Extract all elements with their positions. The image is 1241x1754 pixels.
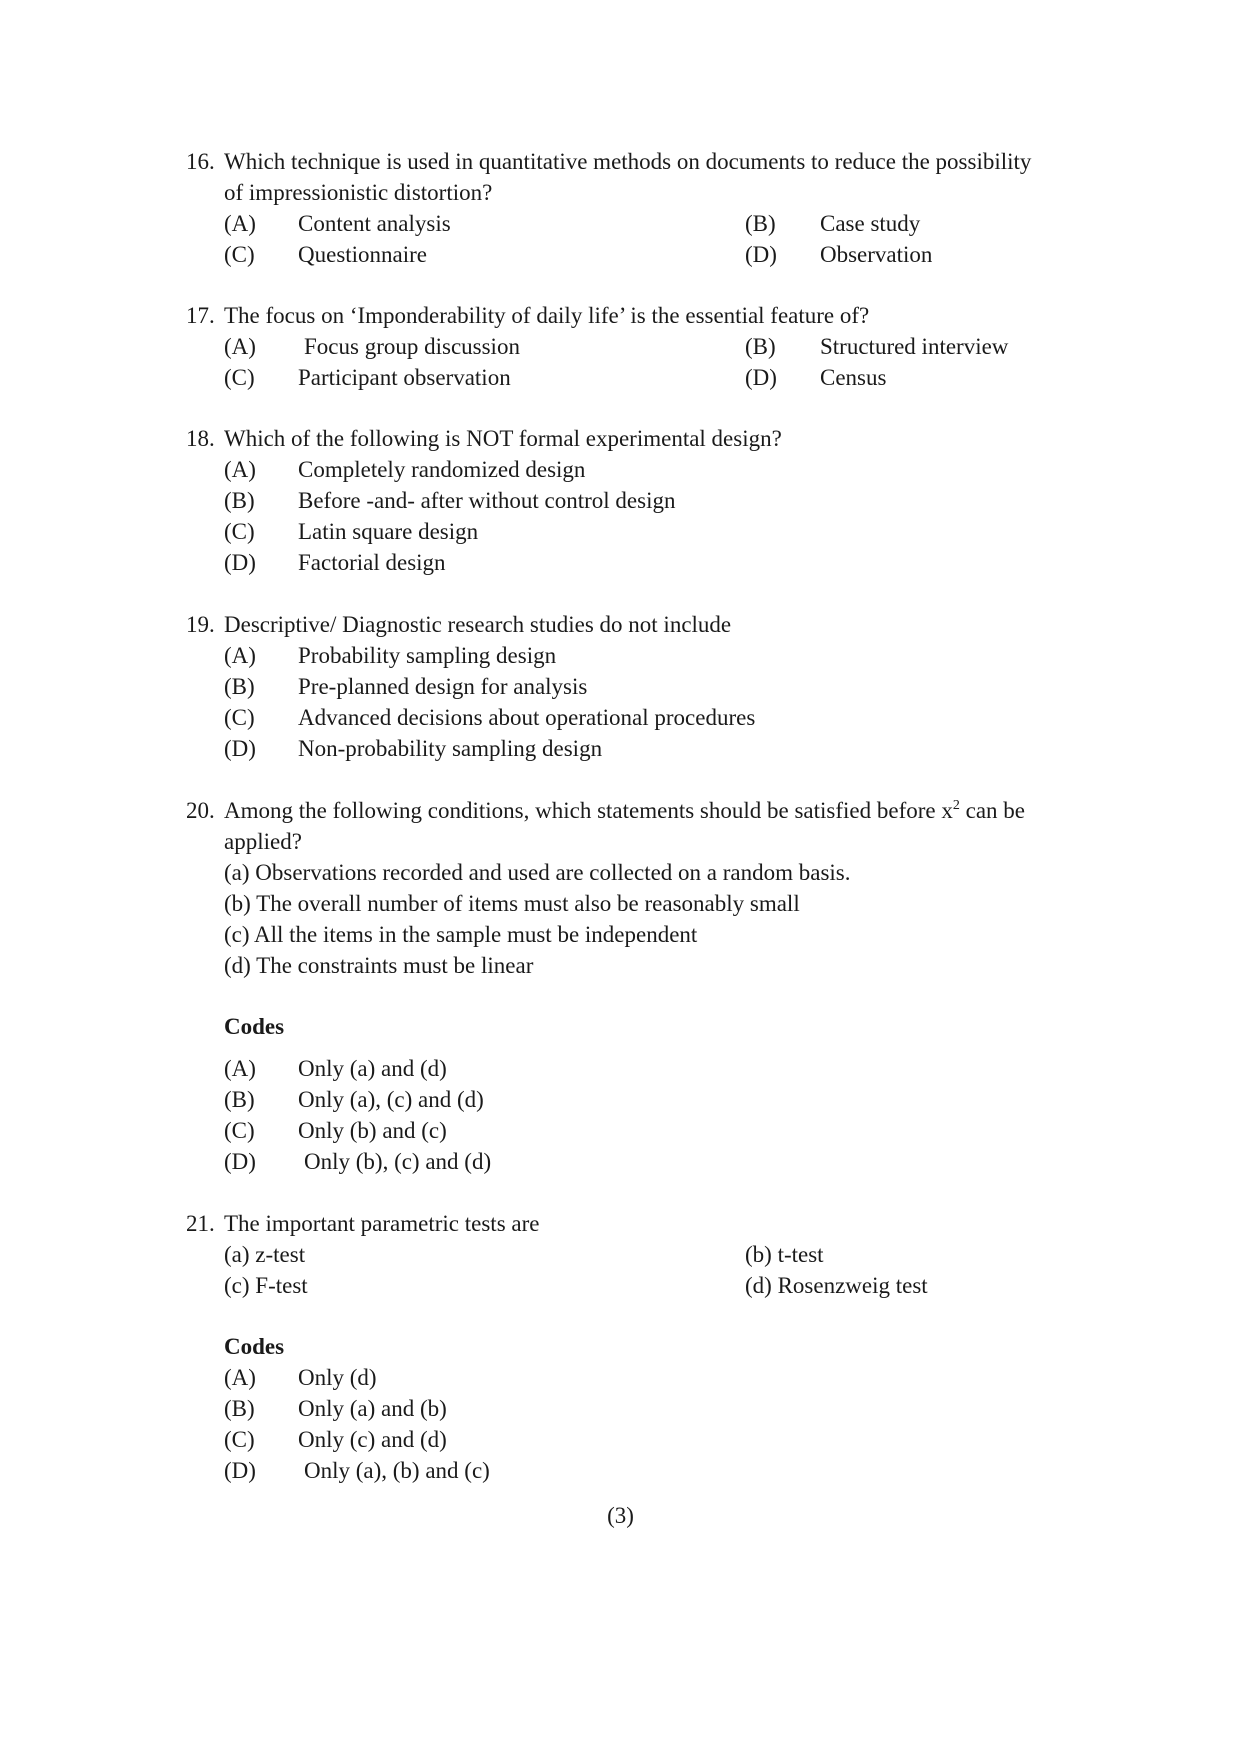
option-label: (A) [224, 211, 256, 236]
question-number: 19. [186, 612, 215, 637]
option-label: (B) [745, 334, 776, 359]
statement: (b) t-test [745, 1242, 824, 1267]
statement: (c) F-test [224, 1273, 308, 1298]
option-text: Questionnaire [298, 242, 428, 267]
option-text: Content analysis [298, 211, 451, 236]
option-text: Only (a), (b) and (c) [304, 1458, 490, 1483]
option-label: (C) [224, 705, 255, 730]
option-text: Structured interview [820, 334, 1009, 359]
option-label: (D) [745, 242, 777, 267]
option-text: Probability sampling design [298, 643, 557, 668]
option-text: Focus group discussion [304, 334, 520, 359]
option-text: Only (a), (c) and (d) [298, 1087, 484, 1112]
option-text: Census [820, 365, 887, 390]
option-label: (D) [224, 736, 256, 761]
option-label: (B) [224, 1087, 255, 1112]
option-text: Only (b), (c) and (d) [304, 1149, 492, 1174]
option-text: Participant observation [298, 365, 511, 390]
codes-heading: Codes [224, 1014, 285, 1039]
question-text: of impressionistic distortion? [224, 180, 493, 205]
option-text: Latin square design [298, 519, 479, 544]
statement: (a) Observations recorded and used are collected on a random basis. [224, 860, 851, 885]
option-text: Only (b) and (c) [298, 1118, 447, 1143]
option-label: (D) [224, 550, 256, 575]
superscript-exponent: 2 [952, 798, 960, 813]
option-label: (A) [224, 1056, 256, 1081]
option-label: (C) [224, 1427, 255, 1452]
option-text: Non-probability sampling design [298, 736, 603, 761]
option-label: (D) [745, 365, 777, 390]
option-label: (C) [224, 365, 255, 390]
option-label: (B) [224, 1396, 255, 1421]
question-number: 17. [186, 303, 215, 328]
option-text: Observation [820, 242, 933, 267]
option-text: Case study [820, 211, 921, 236]
question-text [224, 797, 1025, 825]
question-text: The focus on ‘Imponderability of daily life’ is the essential feature of? [224, 303, 870, 328]
option-label: (D) [224, 1149, 256, 1174]
option-label: (C) [224, 242, 255, 267]
option-text: Only (d) [298, 1365, 377, 1390]
question-number: 20. [186, 798, 215, 823]
option-label: (A) [224, 334, 256, 359]
question-text-part: can be [959, 798, 1025, 823]
question-text: applied? [224, 829, 302, 854]
option-label: (D) [224, 1458, 256, 1483]
statement: (a) z-test [224, 1242, 306, 1267]
option-label: (A) [224, 1365, 256, 1390]
option-label: (A) [224, 457, 256, 482]
option-label: (B) [224, 488, 255, 513]
question-number: 16. [186, 149, 215, 174]
statement: (c) All the items in the sample must be independent [224, 922, 698, 947]
option-text: Advanced decisions about operational procedures [298, 705, 756, 730]
option-text: Only (a) and (b) [298, 1396, 447, 1421]
statement: (b) The overall number of items must also be reasonably small [224, 891, 800, 916]
option-text: Before -and- after without control design [298, 488, 676, 513]
question-text: The important parametric tests are [224, 1211, 540, 1236]
question-number: 21. [186, 1211, 215, 1236]
question-text: Which of the following is NOT formal experimental design? [224, 426, 782, 451]
page-number: (3) [607, 1503, 634, 1528]
option-text: Only (c) and (d) [298, 1427, 447, 1452]
question-number: 18. [186, 426, 215, 451]
option-text: Completely randomized design [298, 457, 586, 482]
question-text-part: Among the following conditions, which statements should be satisfied before x [224, 798, 953, 823]
option-label: (A) [224, 643, 256, 668]
option-label: (C) [224, 1118, 255, 1143]
option-label: (B) [745, 211, 776, 236]
option-label: (B) [224, 674, 255, 699]
statement: (d) Rosenzweig test [745, 1273, 928, 1298]
option-text: Factorial design [298, 550, 446, 575]
codes-heading: Codes [224, 1334, 285, 1359]
question-text: Which technique is used in quantitative methods on documents to reduce the possibility [224, 149, 1032, 174]
option-label: (C) [224, 519, 255, 544]
option-text: Only (a) and (d) [298, 1056, 447, 1081]
statement: (d) The constraints must be linear [224, 953, 534, 978]
option-text: Pre-planned design for analysis [298, 674, 588, 699]
question-text: Descriptive/ Diagnostic research studies do not include [224, 612, 732, 637]
